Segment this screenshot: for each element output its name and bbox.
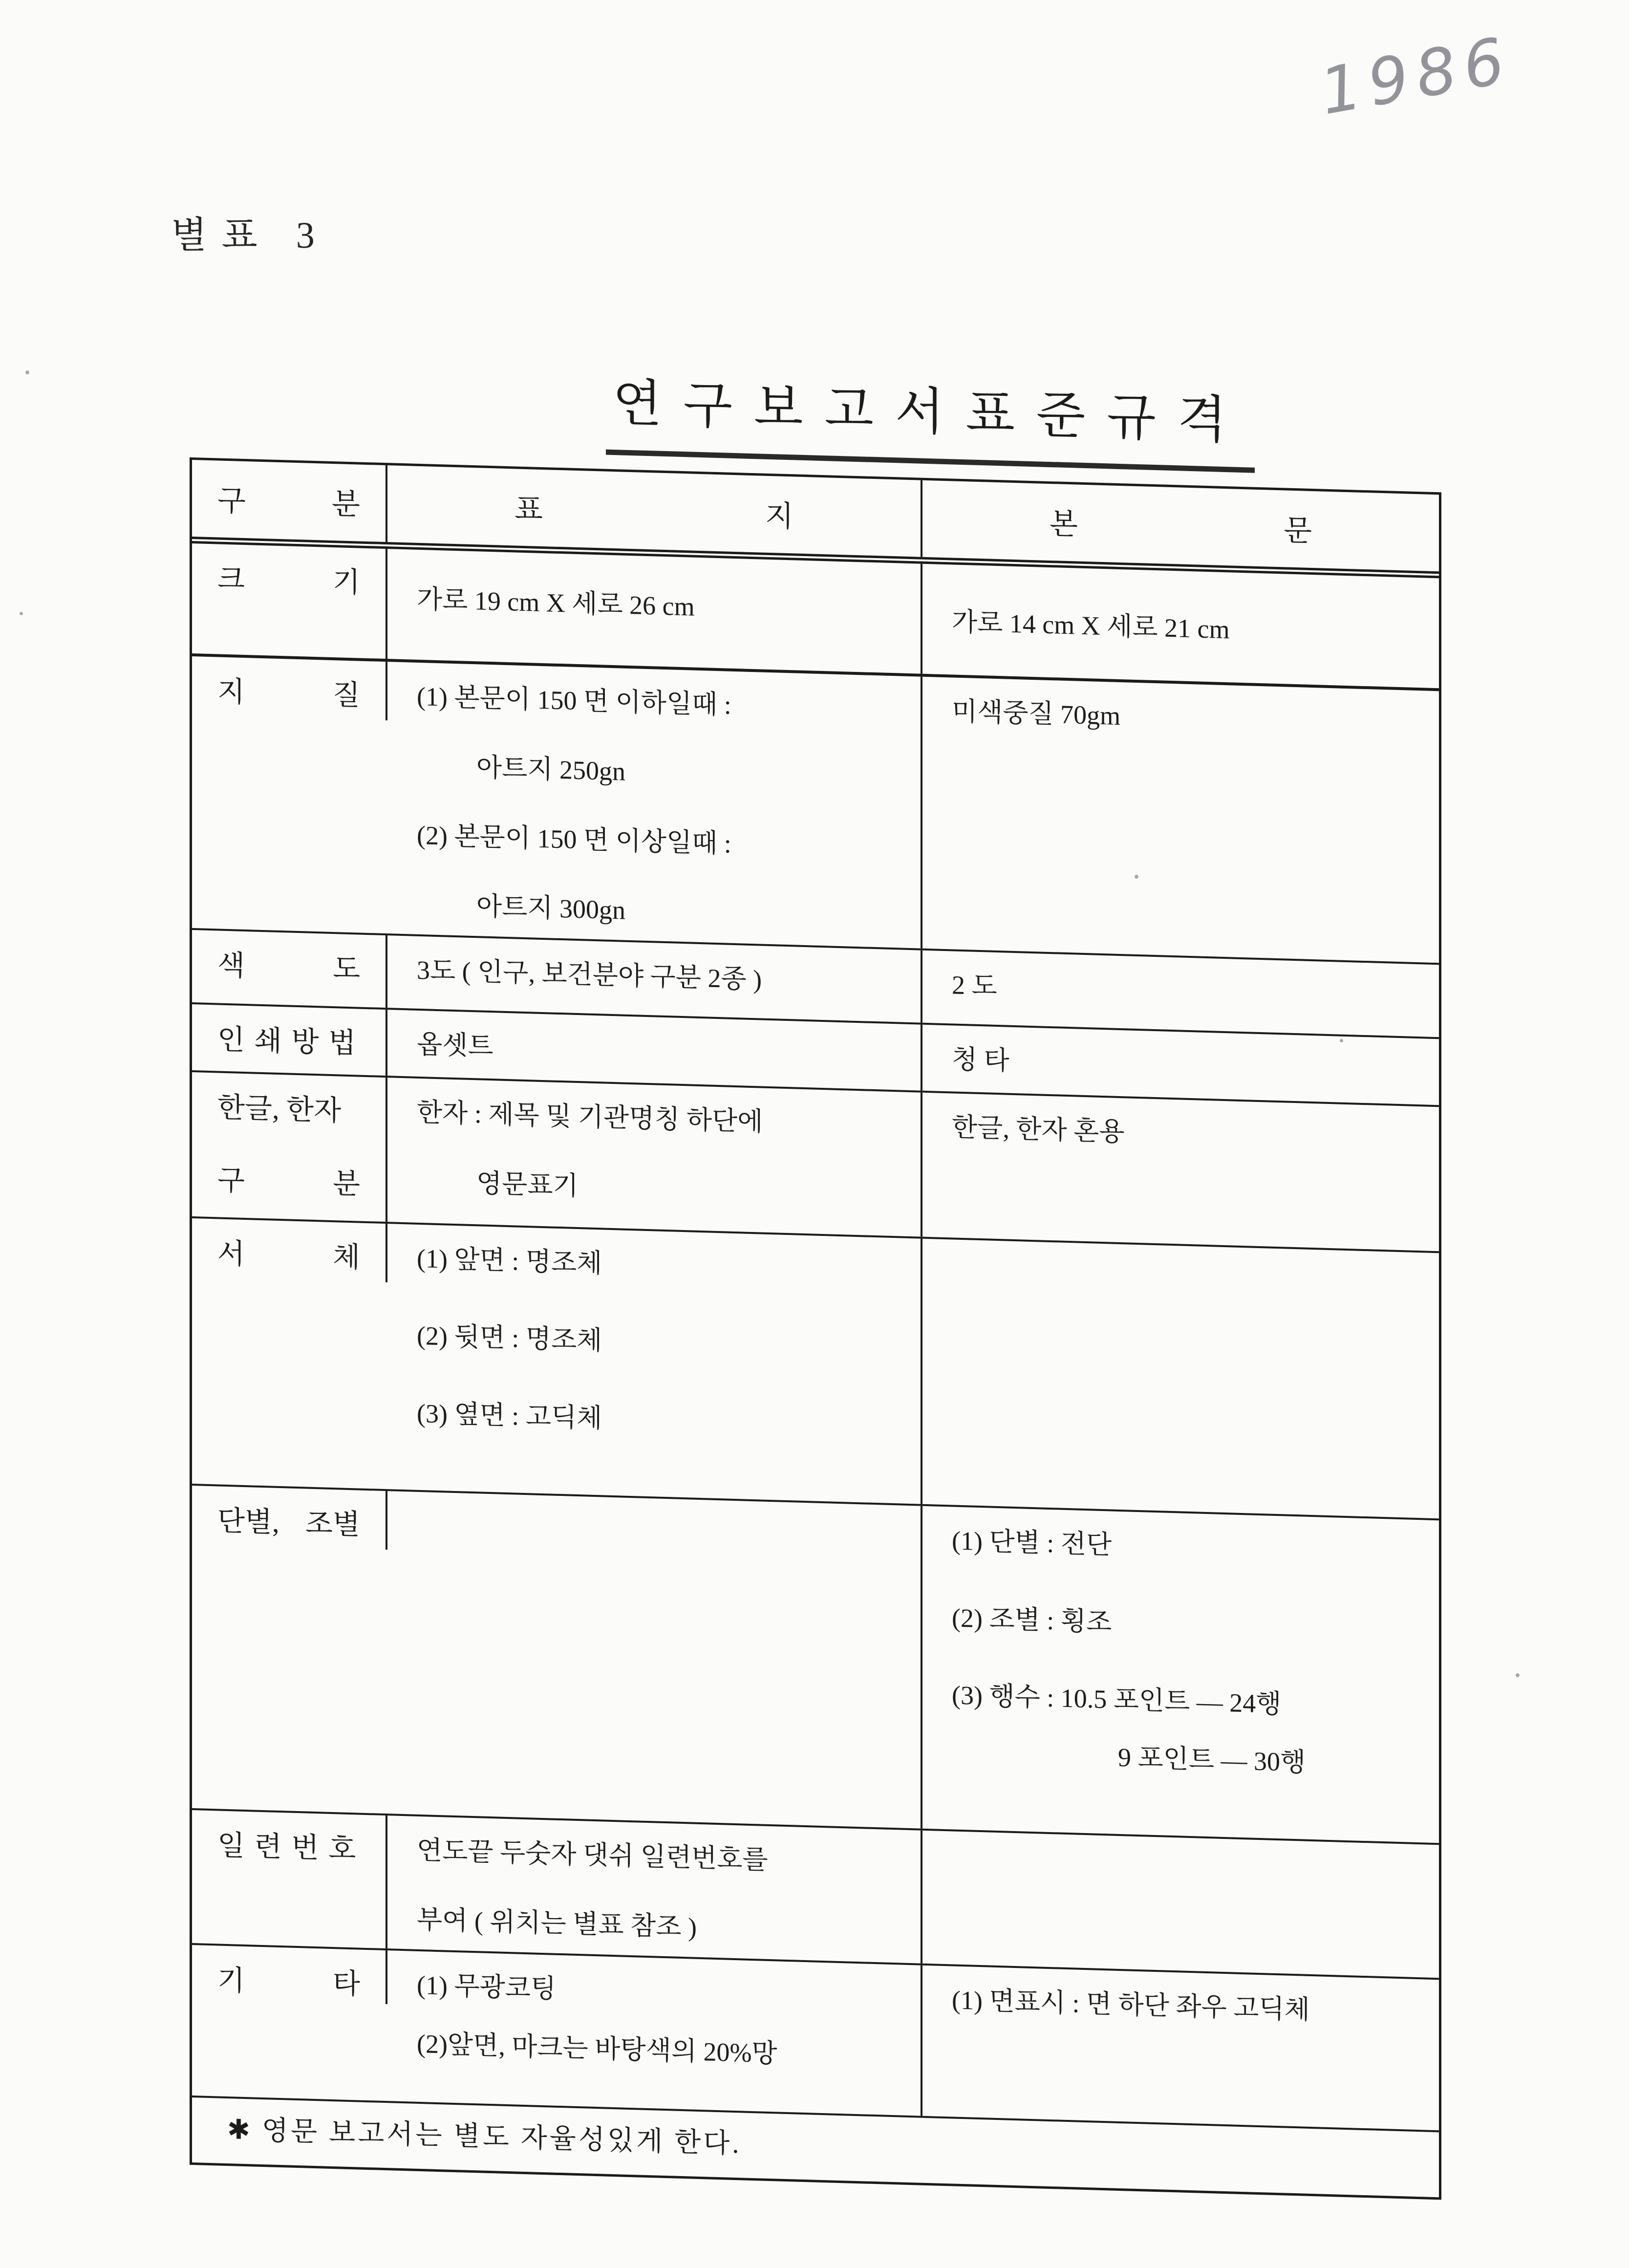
row-label-line1: 한글, 한자 bbox=[217, 1091, 342, 1127]
cover-typeface bbox=[387, 1224, 922, 1504]
cover-serial-line: 부여 ( 위치는 별표 참조 ) bbox=[417, 1904, 697, 1942]
body-layout-line: 9 포인트 — 30행 bbox=[1118, 1742, 1306, 1777]
cover-typeface-line: (3) 옆면 : 고딕체 bbox=[417, 1398, 602, 1433]
row-label-line2: 구 분 bbox=[217, 1164, 360, 1200]
row-label: 기 타 bbox=[192, 1945, 387, 2004]
body-printing: 청 타 bbox=[952, 1044, 1009, 1076]
body-typeface bbox=[922, 1239, 1439, 1518]
handwritten-year-annotation: 1986 bbox=[1314, 22, 1518, 130]
row-label bbox=[192, 1072, 387, 1222]
page-label: 별표 3 bbox=[171, 215, 329, 256]
table-row-layout bbox=[192, 1486, 1439, 1845]
cover-serial-line: 연도끝 두숫자 댓쉬 일련번호를 bbox=[417, 1835, 768, 1875]
body-layout-line: (1) 단별 : 전단 bbox=[952, 1526, 1112, 1560]
footnote: ✱ 영문 보고서는 별도 자율성있게 한다. bbox=[227, 2115, 742, 2160]
document-title: 연구보고서표준규격 bbox=[606, 362, 1255, 473]
cover-printing: 옵셋트 bbox=[387, 1010, 922, 1091]
row-label: 색 도 bbox=[192, 930, 387, 1008]
cover-paper-line: (2) 본문이 150 면 이상일때 : bbox=[417, 821, 731, 859]
body-layout bbox=[922, 1506, 1439, 1843]
body-layout-line: (2) 조별 : 횡조 bbox=[952, 1603, 1112, 1637]
cover-serial bbox=[387, 1815, 922, 1964]
cover-misc-line: (2)앞면, 마크는 바탕색의 20%망 bbox=[417, 2029, 777, 2069]
cover-paper-line: (1) 본문이 150 면 이하일때 : bbox=[417, 681, 731, 720]
row-label: 인쇄방법 bbox=[192, 1004, 387, 1076]
cover-layout bbox=[387, 1491, 922, 1829]
body-colors: 2 도 bbox=[952, 970, 997, 1001]
header-cover: 표 지 bbox=[387, 465, 922, 557]
row-label: 단별, 조별 bbox=[192, 1486, 387, 1550]
cover-hangul bbox=[387, 1078, 922, 1237]
spec-table bbox=[190, 457, 1441, 2200]
cover-hangul-line: 한자 : 제목 및 기관명칭 하단에 bbox=[417, 1098, 763, 1137]
cover-paper-line: 아트지 300gn bbox=[476, 891, 625, 926]
cover-typeface-line: (1) 앞면 : 명조체 bbox=[417, 1244, 602, 1278]
cover-typeface-line: (2) 뒷면 : 명조체 bbox=[417, 1321, 602, 1356]
cover-paper bbox=[387, 662, 922, 949]
header-category: 구 분 bbox=[192, 460, 387, 542]
body-hangul: 한글, 한자 혼용 bbox=[952, 1112, 1125, 1147]
header-body: 본 문 bbox=[1050, 507, 1312, 547]
row-label: 서 체 bbox=[192, 1218, 387, 1282]
body-layout-line: (3) 행수 : 10.5 포인트 — 24행 bbox=[952, 1680, 1282, 1719]
table-row-paper bbox=[192, 656, 1439, 965]
cover-colors: 3도 ( 인구, 보건분야 구분 2종 ) bbox=[387, 936, 922, 1023]
cover-hangul-line: 영문표기 bbox=[476, 1168, 579, 1201]
body-serial bbox=[922, 1831, 1439, 1978]
body-size: 가로 14 cm X 세로 21 cm bbox=[952, 607, 1230, 645]
body-paper: 미색중질 70gm bbox=[952, 696, 1121, 731]
row-label: 크 기 bbox=[192, 543, 387, 659]
cover-misc-line: (1) 무광코팅 bbox=[417, 1970, 557, 2004]
table-row-typeface bbox=[192, 1218, 1439, 1520]
cover-paper-line: 아트지 250gn bbox=[476, 753, 625, 786]
cover-size: 가로 19 cm X 세로 26 cm bbox=[387, 549, 922, 674]
row-label: 일련번호 bbox=[192, 1810, 387, 1948]
row-label: 지 질 bbox=[192, 656, 387, 720]
cover-misc bbox=[387, 1950, 922, 2116]
body-misc: (1) 면표시 : 면 하단 좌우 고딕체 bbox=[952, 1985, 1310, 2025]
